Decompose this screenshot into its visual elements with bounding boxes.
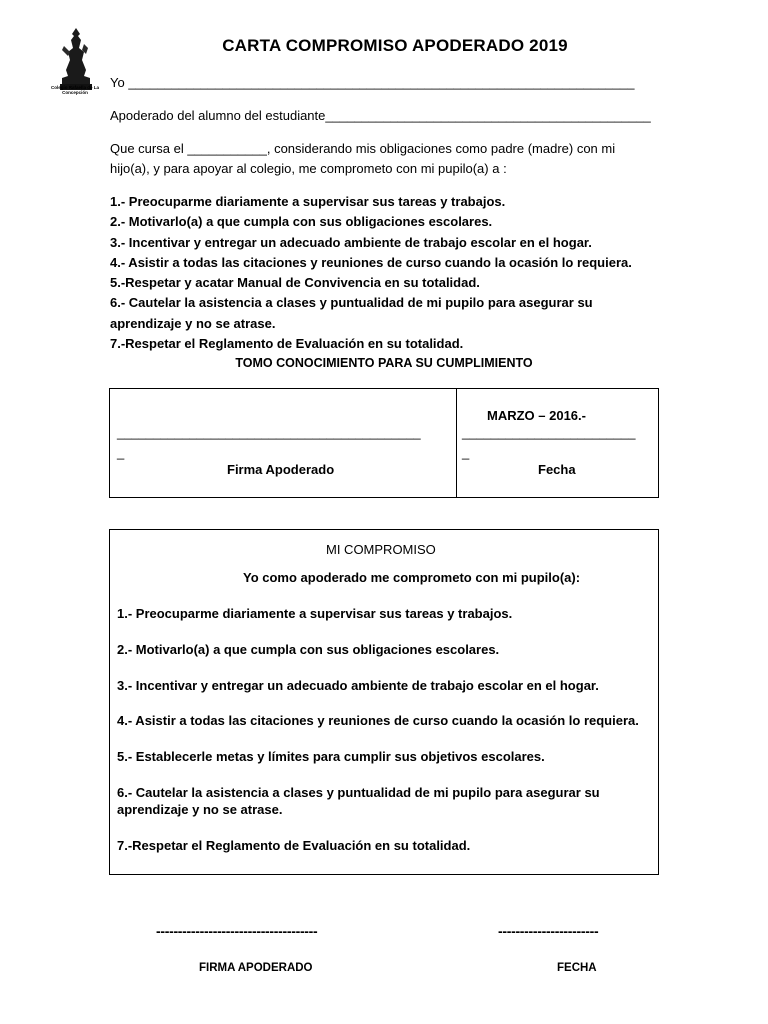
signature-line: __________________________________________: [117, 425, 421, 440]
list-item: 2.- Motivarlo(a) a que cumpla con sus obligaciones escolares.: [110, 214, 493, 230]
apoderado-field: Apoderado del alumno del estudiante_____________________________________________: [110, 108, 651, 123]
list-item: aprendizaje y no se atrase.: [110, 315, 276, 331]
cursa-paragraph: [110, 139, 658, 179]
list-item: 3.- Incentivar y entregar un adecuado ambiente de trabajo escolar en el hogar.: [110, 234, 592, 250]
list-item: 6.- Cautelar la asistencia a clases y puntualidad de mi pupilo para asegurar su: [110, 295, 593, 311]
mi-compromiso-intro: Yo como apoderado me comprometo con mi pupilo(a):: [243, 570, 581, 585]
list-item: 3.- Incentivar y entregar un adecuado ambiente de trabajo escolar en el hogar.: [117, 678, 599, 693]
footer-fecha-label: FECHA: [557, 962, 597, 974]
logo-caption: Colegio Rafaella de La Concepción: [50, 85, 99, 95]
footer-firma-line: -------------------------------------: [156, 923, 318, 939]
date-line: ________________________: [462, 425, 636, 440]
list-item: 1.- Preocuparme diariamente a supervisar sus tareas y trabajos.: [117, 606, 513, 621]
list-item: 4.- Asistir a todas las citaciones y reuniones de curso cuando la ocasión lo requiera.: [110, 254, 632, 270]
date-value: MARZO – 2016.-: [487, 408, 586, 423]
list-item: aprendizaje y no se atrase.: [117, 802, 283, 817]
fecha-label: Fecha: [538, 462, 576, 477]
cursa-line-2: hijo(a), y para apoyar al colegio, me comprometo con mi pupilo(a) a :: [110, 161, 507, 176]
cursa-line-1: Que cursa el ___________, considerando mis obligaciones como padre (madre) con mi: [110, 141, 616, 156]
list-item: 7.-Respetar el Reglamento de Evaluación en su totalidad.: [110, 336, 464, 352]
date-line-tail: _: [462, 445, 470, 460]
list-item: 6.- Cautelar la asistencia a clases y puntualidad de mi pupilo para asegurar su: [117, 785, 600, 800]
signature-line-tail: _: [117, 445, 125, 460]
footer-firma-label: FIRMA APODERADO: [199, 962, 313, 974]
list-item: 5.- Establecerle metas y límites para cumplir sus objetivos escolares.: [117, 749, 545, 764]
list-item: 5.-Respetar y acatar Manual de Convivencia en su totalidad.: [110, 275, 480, 291]
footer-fecha-line: -----------------------: [498, 923, 599, 939]
yo-field: Yo ______________________________________________________________________: [110, 75, 635, 90]
mi-compromiso-heading: MI COMPROMISO: [326, 542, 436, 557]
signature-box: [109, 388, 659, 498]
list-item: 2.- Motivarlo(a) a que cumpla con sus obligaciones escolares.: [117, 642, 500, 657]
commitments-list: [110, 192, 658, 354]
list-item: 1.- Preocuparme diariamente a supervisar sus tareas y trabajos.: [110, 194, 506, 209]
list-item: 7.-Respetar el Reglamento de Evaluación en su totalidad.: [117, 838, 471, 853]
mi-compromiso-box: [109, 529, 659, 875]
signature-box-divider: [456, 389, 457, 497]
tomo-conocimiento: TOMO CONOCIMIENTO PARA SU CUMPLIMIENTO: [235, 356, 533, 370]
list-item: 4.- Asistir a todas las citaciones y reuniones de curso cuando la ocasión lo requiera.: [117, 713, 639, 728]
firma-apoderado-label: Firma Apoderado: [227, 462, 335, 477]
document-title: CARTA COMPROMISO APODERADO 2019: [222, 36, 568, 55]
